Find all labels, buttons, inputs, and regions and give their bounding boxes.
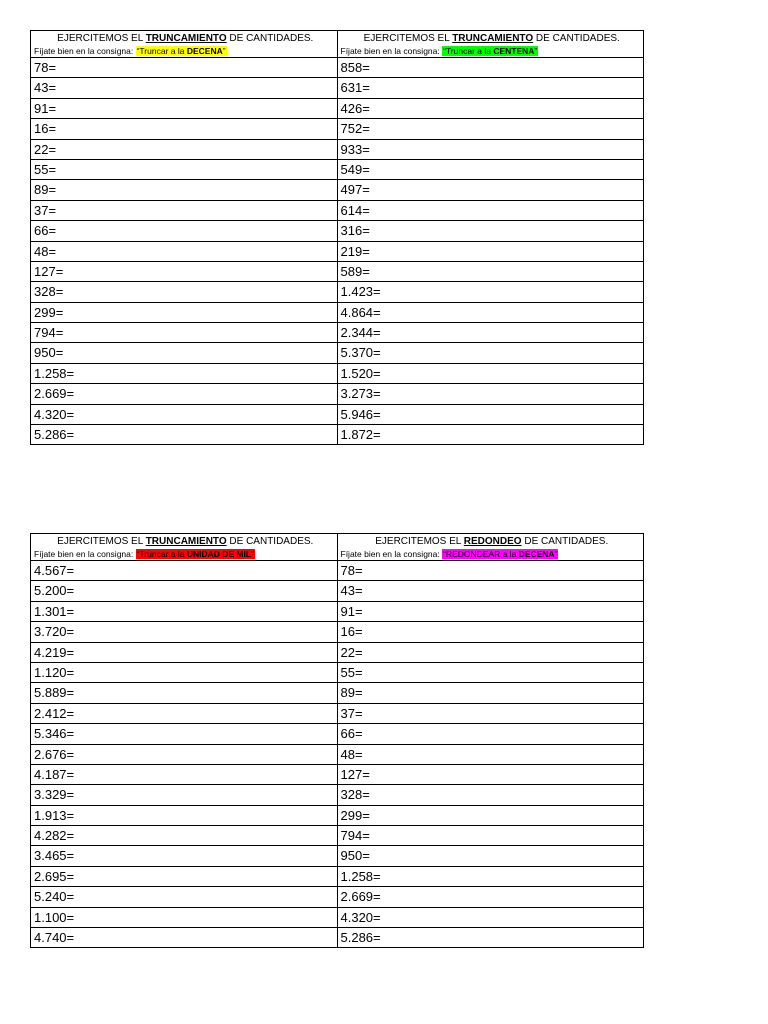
exercise-cell: 16= xyxy=(337,622,644,642)
instruction-suffix: ” xyxy=(534,46,538,56)
exercise-cell: 858= xyxy=(337,58,644,78)
exercise-cell: 78= xyxy=(337,561,644,581)
instruction-label: Fíjate bien en la consigna: xyxy=(34,46,136,56)
title-keyword: REDONDEO xyxy=(463,536,522,547)
table-row xyxy=(31,866,644,886)
exercise-cell: 4.282= xyxy=(31,826,338,846)
header-cell xyxy=(337,31,644,58)
header-title xyxy=(34,534,337,548)
instruction-line xyxy=(341,548,644,560)
title-prefix: EJERCITEMOS EL xyxy=(363,33,453,44)
exercise-cell: 426= xyxy=(337,98,644,118)
table-row xyxy=(31,98,644,118)
exercise-cell: 5.286= xyxy=(31,425,338,445)
table-row xyxy=(31,425,644,445)
title-keyword: TRUNCAMIENTO xyxy=(145,33,227,44)
exercise-cell: 1.258= xyxy=(337,866,644,886)
exercise-cell: 4.219= xyxy=(31,642,338,662)
exercise-cell: 631= xyxy=(337,78,644,98)
table-row xyxy=(31,724,644,744)
instruction-keyword: DECENA xyxy=(186,46,223,56)
worksheet-body-2 xyxy=(31,534,644,948)
table-row xyxy=(31,826,644,846)
table-row xyxy=(31,241,644,261)
instruction-highlight xyxy=(442,549,558,559)
table-row xyxy=(31,180,644,200)
title-keyword: TRUNCAMIENTO xyxy=(452,33,534,44)
exercise-cell: 2.344= xyxy=(337,323,644,343)
exercise-cell: 3.329= xyxy=(31,785,338,805)
exercise-cell: 55= xyxy=(337,662,644,682)
header-title xyxy=(34,31,337,45)
exercise-cell: 5.346= xyxy=(31,724,338,744)
exercise-cell: 48= xyxy=(31,241,338,261)
table-row xyxy=(31,323,644,343)
table-row xyxy=(31,261,644,281)
exercise-cell: 1.913= xyxy=(31,805,338,825)
header-cell xyxy=(31,31,338,58)
worksheet-table-1 xyxy=(30,30,644,445)
title-prefix: EJERCITEMOS EL xyxy=(57,536,146,547)
table-row xyxy=(31,785,644,805)
header-title xyxy=(341,31,644,45)
exercise-cell: 37= xyxy=(337,703,644,723)
exercise-cell: 950= xyxy=(31,343,338,363)
exercise-cell: 794= xyxy=(337,826,644,846)
table-row xyxy=(31,561,644,581)
title-prefix: EJERCITEMOS EL xyxy=(57,33,146,44)
header-cell xyxy=(337,534,644,561)
instruction-prefix: “Truncar a la xyxy=(136,549,187,559)
title-prefix: EJERCITEMOS EL xyxy=(375,536,464,547)
exercise-cell: 127= xyxy=(337,764,644,784)
exercise-cell: 91= xyxy=(337,601,644,621)
table-row xyxy=(31,159,644,179)
table-row xyxy=(31,343,644,363)
exercise-cell: 2.676= xyxy=(31,744,338,764)
table-row xyxy=(31,907,644,927)
exercise-cell: 794= xyxy=(31,323,338,343)
exercise-cell: 950= xyxy=(337,846,644,866)
table-row xyxy=(31,58,644,78)
instruction-highlight xyxy=(442,46,538,56)
exercise-cell: 4.567= xyxy=(31,561,338,581)
exercise-cell: 1.301= xyxy=(31,601,338,621)
exercise-cell: 1.120= xyxy=(31,662,338,682)
instruction-suffix: ” xyxy=(554,549,558,559)
exercise-cell: 614= xyxy=(337,200,644,220)
header-row xyxy=(31,31,644,58)
exercise-cell: 219= xyxy=(337,241,644,261)
table-row xyxy=(31,119,644,139)
exercise-cell: 1.100= xyxy=(31,907,338,927)
table-row xyxy=(31,139,644,159)
instruction-keyword: CENTENA xyxy=(493,46,535,56)
table-row xyxy=(31,404,644,424)
table-row xyxy=(31,662,644,682)
exercise-cell: 328= xyxy=(337,785,644,805)
exercise-cell: 1.423= xyxy=(337,282,644,302)
exercise-cell: 89= xyxy=(31,180,338,200)
instruction-suffix: ” xyxy=(222,46,226,56)
exercise-cell: 299= xyxy=(337,805,644,825)
exercise-cell: 3.720= xyxy=(31,622,338,642)
exercise-cell: 5.200= xyxy=(31,581,338,601)
exercise-cell: 78= xyxy=(31,58,338,78)
exercise-cell: 4.320= xyxy=(337,907,644,927)
exercise-cell: 3.273= xyxy=(337,384,644,404)
exercise-cell: 37= xyxy=(31,200,338,220)
exercise-cell: 316= xyxy=(337,221,644,241)
exercise-cell: 4.320= xyxy=(31,404,338,424)
exercise-cell: 2.669= xyxy=(31,384,338,404)
table-row xyxy=(31,683,644,703)
exercise-cell: 66= xyxy=(31,221,338,241)
exercise-cell: 55= xyxy=(31,159,338,179)
table-row xyxy=(31,221,644,241)
exercise-cell: 89= xyxy=(337,683,644,703)
exercise-cell: 66= xyxy=(337,724,644,744)
exercise-cell: 48= xyxy=(337,744,644,764)
table-row xyxy=(31,78,644,98)
instruction-label: Fíjate bien en la consigna: xyxy=(34,549,136,559)
exercise-cell: 91= xyxy=(31,98,338,118)
instruction-prefix: “Truncar a la xyxy=(443,46,494,56)
instruction-prefix: “Truncar a la xyxy=(136,46,187,56)
exercise-cell: 2.669= xyxy=(337,887,644,907)
exercise-cell: 933= xyxy=(337,139,644,159)
exercise-cell: 549= xyxy=(337,159,644,179)
table-row xyxy=(31,622,644,642)
instruction-label: Fíjate bien en la consigna: xyxy=(340,549,443,559)
instruction-highlight xyxy=(136,549,255,559)
exercise-cell: 2.695= xyxy=(31,866,338,886)
instruction-suffix: ” xyxy=(251,549,254,559)
instruction-prefix: “REDONDEAR a la xyxy=(443,549,519,559)
exercise-cell: 16= xyxy=(31,119,338,139)
exercise-cell: 43= xyxy=(31,78,338,98)
title-suffix: DE CANTIDADES. xyxy=(226,536,314,547)
instruction-keyword: UNIDAD DE MIL xyxy=(186,549,252,559)
table-row xyxy=(31,200,644,220)
table-row xyxy=(31,744,644,764)
table-row xyxy=(31,601,644,621)
exercise-cell: 5.286= xyxy=(337,928,644,948)
exercise-cell: 497= xyxy=(337,180,644,200)
exercise-cell: 5.889= xyxy=(31,683,338,703)
exercise-cell: 4.187= xyxy=(31,764,338,784)
exercise-cell: 3.465= xyxy=(31,846,338,866)
table-row xyxy=(31,928,644,948)
table-row xyxy=(31,363,644,383)
exercise-cell: 22= xyxy=(337,642,644,662)
table-row xyxy=(31,703,644,723)
table-row xyxy=(31,384,644,404)
instruction-keyword: DECENA xyxy=(518,549,555,559)
instruction-line xyxy=(34,45,337,57)
exercise-cell: 4.864= xyxy=(337,302,644,322)
table-row xyxy=(31,887,644,907)
table-row xyxy=(31,282,644,302)
worksheet-table-2 xyxy=(30,533,644,948)
exercise-cell: 752= xyxy=(337,119,644,139)
header-title xyxy=(341,534,644,548)
exercise-cell: 22= xyxy=(31,139,338,159)
exercise-cell: 5.946= xyxy=(337,404,644,424)
title-suffix: DE CANTIDADES. xyxy=(521,536,609,547)
exercise-cell: 299= xyxy=(31,302,338,322)
exercise-cell: 1.520= xyxy=(337,363,644,383)
table-row xyxy=(31,302,644,322)
worksheet-body-1 xyxy=(31,31,644,445)
instruction-line xyxy=(341,45,644,57)
instruction-line xyxy=(34,548,337,560)
table-row xyxy=(31,805,644,825)
exercise-cell: 127= xyxy=(31,261,338,281)
table-row xyxy=(31,642,644,662)
title-suffix: DE CANTIDADES. xyxy=(533,33,620,44)
instruction-highlight xyxy=(136,46,227,56)
table-row xyxy=(31,581,644,601)
exercise-cell: 589= xyxy=(337,261,644,281)
title-suffix: DE CANTIDADES. xyxy=(226,33,314,44)
header-row xyxy=(31,534,644,561)
title-keyword: TRUNCAMIENTO xyxy=(145,536,227,547)
header-cell xyxy=(31,534,338,561)
exercise-cell: 43= xyxy=(337,581,644,601)
exercise-cell: 328= xyxy=(31,282,338,302)
instruction-label: Fíjate bien en la consigna: xyxy=(340,46,443,56)
exercise-cell: 5.240= xyxy=(31,887,338,907)
exercise-cell: 2.412= xyxy=(31,703,338,723)
exercise-cell: 4.740= xyxy=(31,928,338,948)
exercise-cell: 1.872= xyxy=(337,425,644,445)
table-row xyxy=(31,764,644,784)
exercise-cell: 5.370= xyxy=(337,343,644,363)
table-row xyxy=(31,846,644,866)
exercise-cell: 1.258= xyxy=(31,363,338,383)
